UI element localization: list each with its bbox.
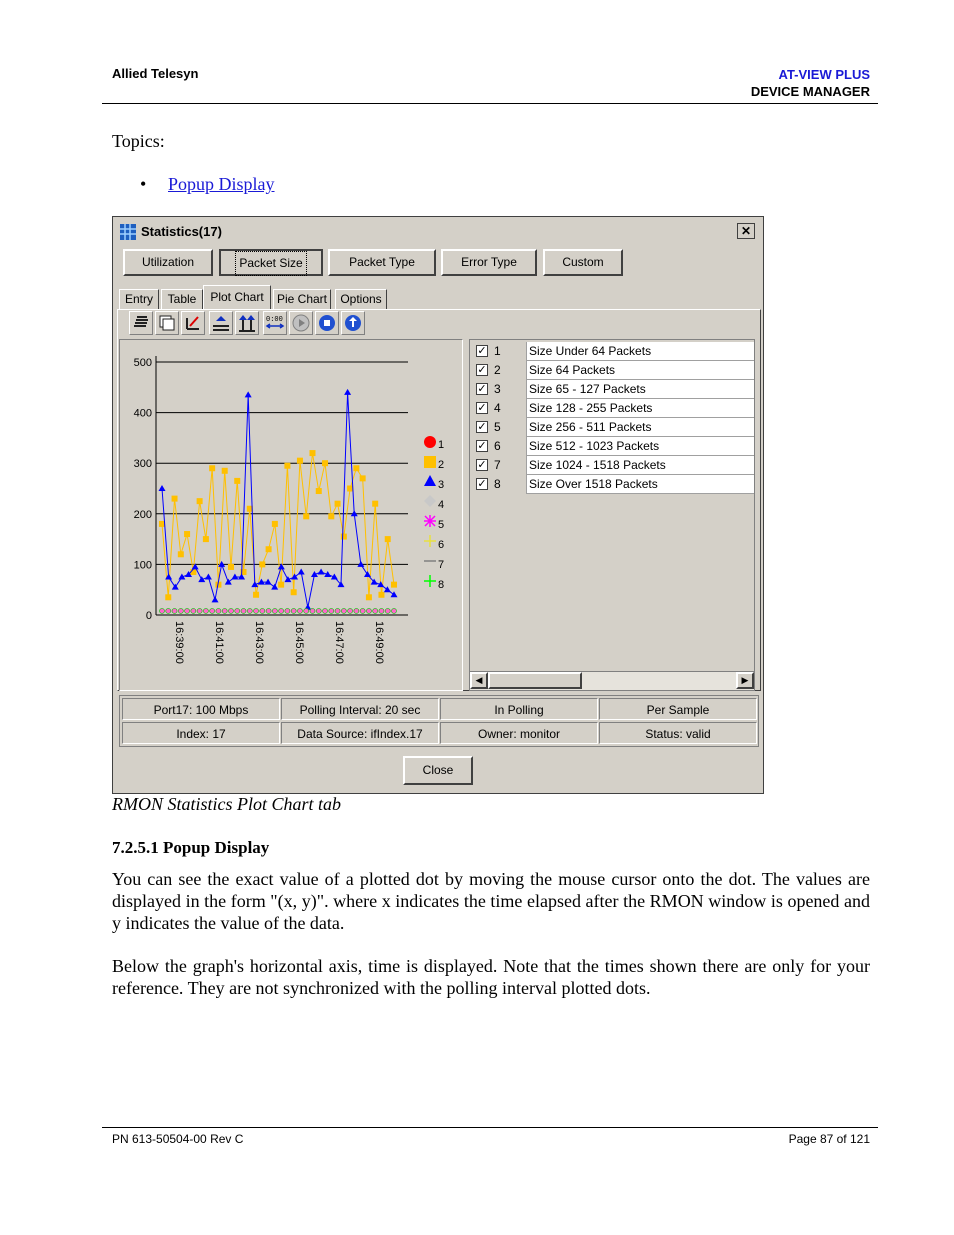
utilization-button[interactable]: Utilization [123,249,213,276]
y-tick-label: 100 [133,559,152,572]
data-point [298,568,305,574]
y-tick-label: 400 [133,407,152,420]
legend-row[interactable] [472,342,754,361]
series-checkbox[interactable]: ✓ [477,440,487,452]
series-number: 6 [494,439,501,453]
legend-label: 1 [438,439,445,451]
data-point [172,496,178,502]
series-number: 5 [494,420,501,434]
data-point [228,608,233,613]
x-tick-label: 16:45:00 [293,621,305,664]
legend-row[interactable] [472,437,754,456]
data-point [391,582,397,588]
series-label: Size 65 - 127 Packets [526,380,754,399]
legend-row[interactable] [472,399,754,418]
series-number: 1 [494,344,501,358]
data-point [291,574,298,580]
data-point [351,510,358,516]
data-point [160,608,165,613]
status-polling-interval: Polling Interval: 20 sec [281,698,439,720]
data-point [279,608,284,613]
data-point [329,608,334,613]
data-point [392,608,397,613]
data-point [316,488,322,494]
status-valid: Status: valid [599,722,757,744]
data-point [341,534,347,540]
tab-options[interactable]: Options [335,289,387,309]
status-per-sample: Per Sample [599,698,757,720]
data-point [373,608,378,613]
data-point [228,564,234,570]
series-checkbox[interactable]: ✓ [477,345,487,357]
horizontal-scrollbar[interactable] [470,671,754,690]
data-point [328,513,334,519]
data-point [266,608,271,613]
legend-marker [424,475,436,486]
grid-icon [119,223,137,241]
updown-icon[interactable] [235,311,259,335]
data-point [191,608,196,613]
window-title: Statistics(17) [141,224,222,239]
data-point [391,591,398,597]
data-point [385,608,390,613]
series-number: 8 [494,477,501,491]
data-point [172,584,179,590]
data-point [260,608,265,613]
play-icon[interactable] [289,311,313,335]
topics-label: Topics: [112,131,165,151]
data-point [379,608,384,613]
data-point [360,475,366,481]
stop-icon[interactable] [315,311,339,335]
series-checkbox[interactable]: ✓ [477,364,487,376]
data-point [197,608,202,613]
series-number: 4 [494,401,501,415]
footer-part-number: PN 613-50504-00 Rev C [112,1132,244,1146]
data-point [284,463,290,469]
data-point [353,465,359,471]
data-point [291,589,297,595]
series-label: Size 128 - 255 Packets [526,399,754,418]
data-point [241,608,246,613]
statistics-window [112,216,764,794]
status-port: Port17: 100 Mbps [122,698,280,720]
data-point [216,608,221,613]
data-point [222,608,227,613]
data-point [344,389,351,395]
data-point [316,608,321,613]
legend-marker [424,436,436,448]
close-button[interactable]: Close [403,756,473,785]
data-point [203,608,208,613]
y-tick-label: 500 [133,357,152,369]
up-icon[interactable] [209,311,233,335]
section-title: 7.2.5.1 Popup Display [112,838,270,857]
data-point [253,592,259,598]
y-tick-label: 200 [133,508,152,521]
header-rule [102,103,878,104]
legend-marker [424,456,436,468]
data-point [166,608,171,613]
legend-marker [424,515,436,527]
series-label: Size 64 Packets [526,361,754,380]
paragraph-1: You can see the exact value of a plotted dot by moving the mouse cursor onto the dot. The values are displayed in the form "(x, y)". where x indicates the time elapsed after the RMON window is opened and y indicates the value of the data. [112,869,870,933]
data-point [231,574,238,580]
series-label: Size Under 64 Packets [526,342,754,361]
camera-icon[interactable] [341,311,365,335]
footer-rule [102,1127,878,1128]
legend-label: 4 [438,499,445,511]
tab-plot-chart[interactable]: Plot Chart [203,285,271,311]
data-point [335,608,340,613]
data-point [366,608,371,613]
copy-icon[interactable] [155,311,179,335]
data-point [247,608,252,613]
data-point [209,465,215,471]
data-point [272,521,278,527]
data-point [323,608,328,613]
legend-label: 2 [438,459,445,471]
data-point [203,536,209,542]
series-label: Size 512 - 1023 Packets [526,437,754,456]
series-checkbox[interactable]: ✓ [477,421,487,433]
data-point [348,608,353,613]
data-point [309,450,315,456]
scroll-thumb[interactable] [488,672,582,689]
data-point [178,608,183,613]
data-point [245,391,252,397]
data-point [354,608,359,613]
product-subtitle: DEVICE MANAGER [750,84,870,99]
data-point [205,574,212,580]
data-point [303,513,309,519]
data-point [212,596,219,602]
data-point [172,608,177,613]
status-grid [119,695,759,747]
data-point [197,498,203,504]
data-point [366,594,372,600]
data-point [285,608,290,613]
error-type-button[interactable]: Error Type [441,249,537,276]
data-point [322,460,328,466]
data-point [364,571,371,577]
legend-row[interactable] [472,380,754,399]
topics-bullet: • [140,174,147,194]
legend-row[interactable] [472,475,754,494]
data-point [272,608,277,613]
data-point [222,468,228,474]
undo-icon[interactable] [181,311,205,335]
footer-page-number: Page 87 of 121 [788,1132,870,1146]
data-point [185,608,190,613]
status-owner: Owner: monitor [440,722,598,744]
figure-caption: RMON Statistics Plot Chart tab [112,794,342,814]
packet-size-label: Packet Size [235,251,306,276]
chart-area [119,339,463,691]
status-in-polling: In Polling [440,698,598,720]
x-tick-label: 16:49:00 [373,621,385,664]
data-point [291,608,296,613]
data-point [372,501,378,507]
data-point [271,584,278,590]
data-point [297,458,303,464]
chart-toolbar [125,311,375,337]
company-name: Allied Telesyn [112,66,199,81]
series-label: Size 256 - 511 Packets [526,418,754,437]
data-point [360,608,365,613]
data-point [178,551,184,557]
data-point [304,608,309,613]
legend-label: 5 [438,519,445,531]
title-bar [117,221,759,243]
series-number: 2 [494,363,501,377]
data-point [210,608,215,613]
product-header [751,66,870,100]
data-point [384,586,391,592]
status-index: Index: 17 [122,722,280,744]
legend-marker [424,535,436,547]
clock-icon[interactable] [263,311,287,335]
tab-pie-chart[interactable]: Pie Chart [273,289,331,309]
y-tick-label: 300 [133,458,152,471]
x-tick-label: 16:43:00 [253,621,265,664]
x-tick-label: 16:39:00 [173,621,185,664]
stack-icon[interactable] [129,311,153,335]
data-point [235,608,240,613]
svg-text:0:00: 0:00 [266,316,283,324]
legend-marker [424,575,436,587]
series-label: Size Over 1518 Packets [526,475,754,494]
data-point [234,478,240,484]
scroll-right-icon[interactable]: ▶ [736,672,754,689]
packet-type-button[interactable]: Packet Type [328,249,436,276]
data-point [341,608,346,613]
data-point [385,536,391,542]
series-checkbox[interactable]: ✓ [477,402,487,414]
topic-link-popup-display[interactable]: Popup Display [168,174,275,194]
data-point [297,608,302,613]
series-number: 3 [494,382,501,396]
legend-table [469,339,755,691]
data-point [254,608,259,613]
packet-size-button[interactable] [219,249,323,276]
y-tick-label: 0 [145,610,152,622]
data-point [184,531,190,537]
data-point [165,594,171,600]
legend-label: 8 [438,579,445,591]
tab-table[interactable]: Table [161,289,203,309]
scroll-left-icon[interactable]: ◀ [470,672,488,689]
data-point [266,546,272,552]
product-name: AT-VIEW PLUS [778,67,870,82]
legend-label: 7 [438,559,445,571]
data-point [159,485,166,491]
legend-row[interactable] [472,361,754,380]
data-point [259,561,265,567]
x-tick-label: 16:47:00 [333,621,345,664]
series-checkbox[interactable]: ✓ [477,478,487,490]
status-data-source: Data Source: ifIndex.17 [281,722,439,744]
legend-marker [424,495,436,507]
legend-label: 3 [438,479,445,491]
series-checkbox[interactable]: ✓ [477,459,487,471]
data-point [310,608,315,613]
data-point [278,582,284,588]
window-close-button[interactable]: ✕ [737,223,755,239]
paragraph-2: Below the graph's horizontal axis, time is displayed. Note that the times shown there are only for your reference. They are not synchronized with the polling interval plotted dots. [112,956,870,998]
series-checkbox[interactable]: ✓ [477,383,487,395]
series-label: Size 1024 - 1518 Packets [526,456,754,475]
data-point [265,579,272,585]
series-number: 7 [494,458,501,472]
tab-entry[interactable]: Entry [119,289,159,309]
data-point [225,579,232,585]
data-point [378,592,384,598]
data-point [347,486,353,492]
custom-button[interactable]: Custom [543,249,623,276]
x-tick-label: 16:41:00 [213,621,225,664]
plot-chart [120,340,462,690]
data-point [318,568,325,574]
data-point [335,501,341,507]
legend-label: 6 [438,539,445,551]
legend-row[interactable] [472,418,754,437]
legend-row[interactable] [472,456,754,475]
